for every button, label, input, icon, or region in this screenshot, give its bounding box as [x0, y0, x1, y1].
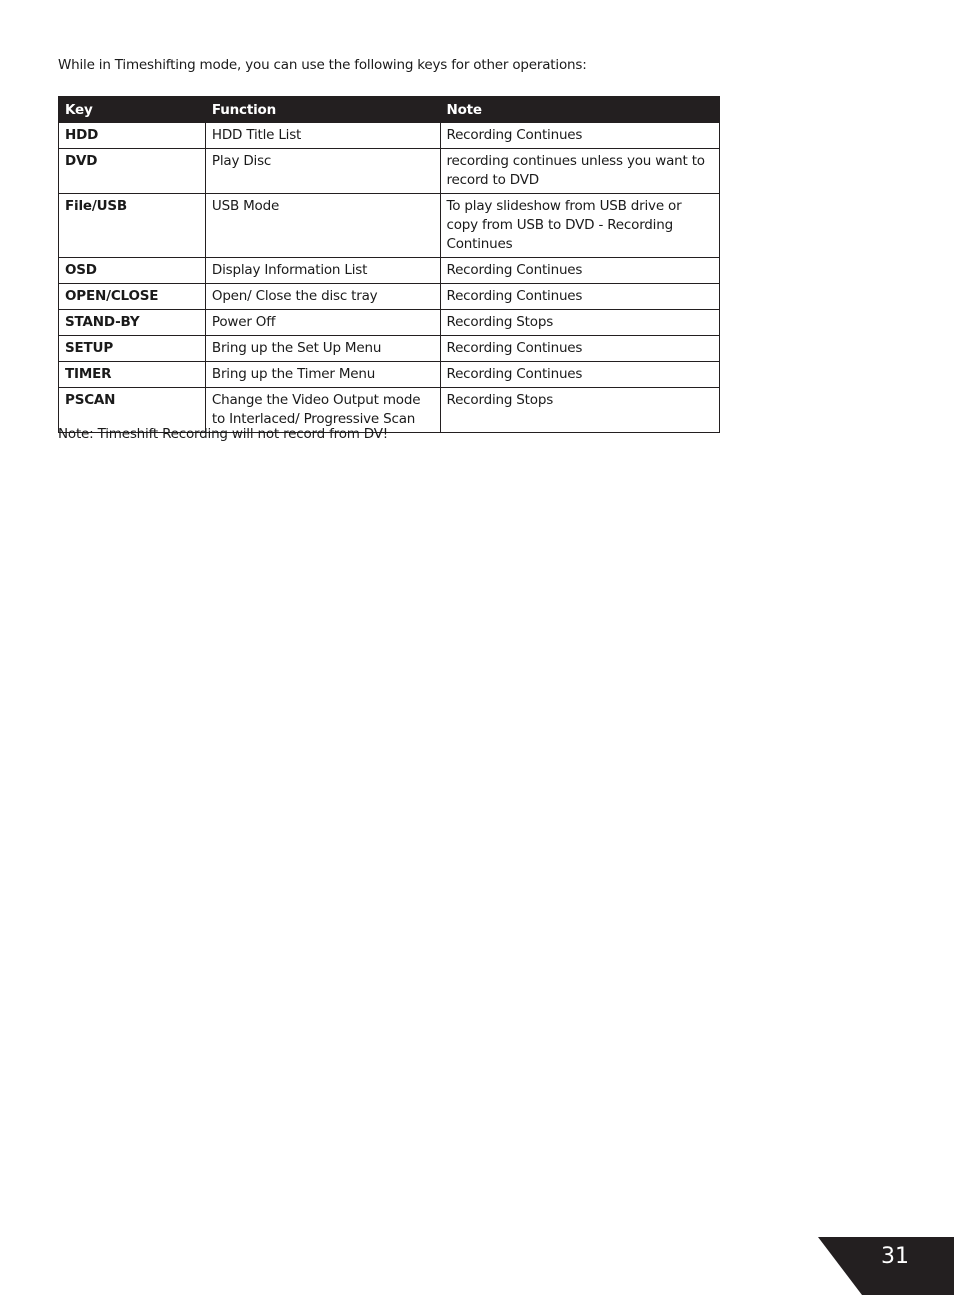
table-row: [59, 310, 720, 336]
table-row: [59, 149, 720, 194]
table-row: [59, 123, 720, 149]
footnote: Note: Timeshift Recording will not record from DV!: [58, 426, 388, 442]
row-note: To play slideshow from USB drive or copy from USB to DVD - Recording Continues: [440, 194, 720, 258]
row-key: PSCAN: [59, 388, 206, 433]
row-key: SETUP: [59, 336, 206, 362]
row-note: Recording Continues: [440, 258, 720, 284]
page-number: 31: [881, 1244, 909, 1269]
table-row: [59, 336, 720, 362]
timeshift-keys-table: [58, 96, 720, 433]
row-function: Bring up the Set Up Menu: [205, 336, 440, 362]
row-function: HDD Title List: [205, 123, 440, 149]
row-note: Recording Continues: [440, 362, 720, 388]
table-header-row: [59, 97, 720, 123]
row-note: Recording Continues: [440, 336, 720, 362]
header-key: Key: [59, 97, 206, 123]
row-function: Display Information List: [205, 258, 440, 284]
row-function: Play Disc: [205, 149, 440, 194]
row-key: OPEN/CLOSE: [59, 284, 206, 310]
row-function: Power Off: [205, 310, 440, 336]
row-key: STAND-BY: [59, 310, 206, 336]
header-function: Function: [205, 97, 440, 123]
row-function: Bring up the Timer Menu: [205, 362, 440, 388]
table-row: [59, 194, 720, 258]
row-key: TIMER: [59, 362, 206, 388]
table-row: [59, 284, 720, 310]
row-note: Recording Stops: [440, 310, 720, 336]
row-note: Recording Continues: [440, 284, 720, 310]
row-function: Change the Video Output mode to Interlaced/ Progressive Scan: [205, 388, 440, 433]
row-key: HDD: [59, 123, 206, 149]
row-function: Open/ Close the disc tray: [205, 284, 440, 310]
table-row: [59, 258, 720, 284]
row-note: Recording Stops: [440, 388, 720, 433]
row-function: USB Mode: [205, 194, 440, 258]
row-note: Recording Continues: [440, 123, 720, 149]
row-note: recording continues unless you want to record to DVD: [440, 149, 720, 194]
row-key: DVD: [59, 149, 206, 194]
row-key: OSD: [59, 258, 206, 284]
intro-text: While in Timeshifting mode, you can use the following keys for other operations:: [58, 57, 587, 73]
table-row: [59, 362, 720, 388]
header-note: Note: [440, 97, 720, 123]
row-key: File/USB: [59, 194, 206, 258]
